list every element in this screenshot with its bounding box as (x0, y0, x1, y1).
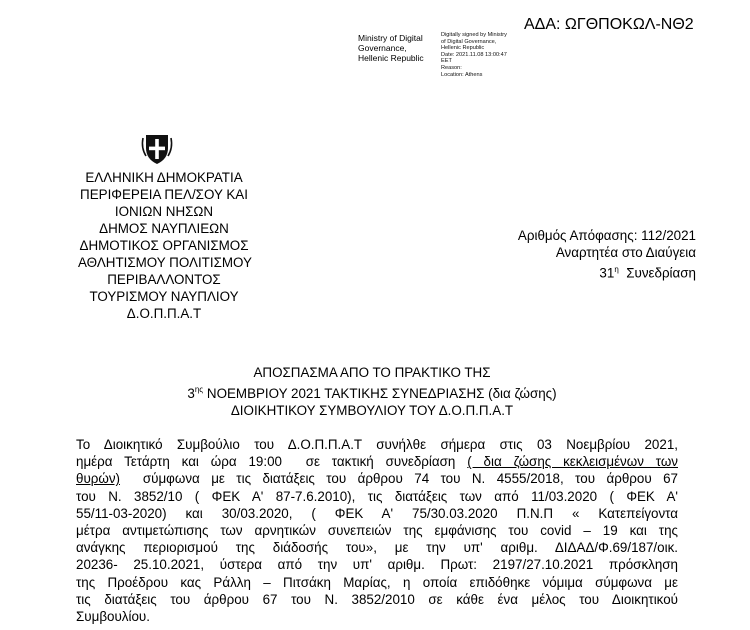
issuer-line: ΕΛΛΗΝΙΚΗ ΔΗΜΟΚΡΑΤΙΑ (85, 170, 243, 185)
ada-code: ΑΔΑ: ΩΓΘΠΟΚΩΛ-ΝΘ2 (524, 16, 694, 33)
body-line: τις διατάξεις του άρθρου 67 του Ν. 3852/2010 σε κάθε ένα μέλος του Διοικητικού (76, 591, 678, 607)
signature-detail-line: EET (441, 58, 452, 65)
issuer-line: ΠΕΡΙΦΕΡΕΙΑ ΠΕΛ/ΣΟΥ ΚΑΙ (80, 187, 248, 202)
signature-detail-line: Location: Athens (441, 71, 483, 78)
body-line: θυρών) σύμφωνα με τις διατάξεις του άρθρου 74 του Ν. 4555/2018, του άρθρου 67 (76, 471, 678, 487)
body-line: ανάγκης περιορισμού της διάδοσής του», με την υπ' αριθμ. ΔΙΔΑΔ/Φ.69/187/οικ. (76, 540, 678, 556)
signature-detail-line: Date: 2021.11.08 13:00:47 (441, 51, 507, 58)
extract-heading (92, 364, 652, 419)
signature-detail-line: Hellenic Republic (441, 45, 485, 52)
body-line: Συμβουλίου. (76, 609, 150, 625)
issuer-line: ΠΕΡΙΒΑΛΛΟΝΤΟΣ (107, 272, 221, 287)
hellenic-emblem-icon (140, 134, 174, 165)
body-line: του Ν. 3852/10 ( ΦΕΚ Α' 87-7.6.2010), τις διατάξεις των από 11/03.2020 ( ΦΕΚ Α' (76, 488, 678, 504)
signature-org-line: Hellenic Republic (358, 53, 424, 63)
issuer-block (78, 169, 250, 322)
body-line: Το Διοικητικό Συμβούλιο του Δ.Ο.Π.Π.Α.Τ συνήλθε σήμερα στις 03 Νοεμβρίου 2021, (76, 437, 678, 452)
signature-detail-line: Reason: (441, 64, 462, 71)
body-line: της Προέδρου κας Ράλλη – Πιτσάκη Μαρίας, η οποία επιδόθηκε νόμιμα σύμφωνα με (76, 574, 678, 590)
signature-org-line: Ministry of Digital (358, 33, 423, 43)
heading-line: $3^{\eta\varsigma}$ ΝΟΕΜΒΡΙΟΥ 2021 ΤΑΚΤΙΚΗΣ ΣΥΝΕΔΡΙΑΣΗΣ (δια ζώσης) (187, 385, 557, 401)
issuer-line: ΔΗΜΟΣ ΝΑΥΠΛΙΕΩΝ (99, 221, 229, 236)
issuer-line: ΑΘΛΗΤΙΣΜΟΥ ΠΟΛΙΤΙΣΜΟΥ (78, 255, 252, 270)
issuer-line: Δ.Ο.Π.Π.Α.Τ (126, 306, 202, 321)
body-line: 20236- 25.10.2021, ύστερα από την υπ' αριθμ. Πρωτ: 2197/27.10.2021 πρόσκληση (76, 557, 678, 573)
signature-organization (358, 33, 424, 63)
publish-note: Αναρτητέα στο Διαύγεια (555, 245, 696, 260)
heading-line: ΑΠΟΣΠΑΣΜΑ ΑΠΟ ΤΟ ΠΡΑΚΤΙΚΟ ΤΗΣ (253, 365, 491, 380)
body-line: 55/11-03-2020) και 30/03.2020, ( ΦΕΚ Α' 75/30.03.2020 Π.Ν.Π « Κατεπείγοντα (76, 505, 678, 521)
session-number: $31^\eta$ Συνεδρίαση (599, 265, 696, 281)
signature-detail-line: Digitally signed by Ministry (441, 32, 507, 38)
body-line: ημέρα Τετάρτη και ώρα 19:00 σε τακτική συνεδρίαση ( δια ζώσης κεκλεισμένων των (76, 454, 678, 470)
body-line: μέτρα αντιμετώπισης των αρνητικών συνεπειών της εμφάνισης του covid – 19 και της (76, 523, 678, 539)
issuer-line: ΤΟΥΡΙΣΜΟΥ ΝΑΥΠΛΙΟΥ (89, 289, 239, 304)
issuer-line: ΙΟΝΙΩΝ ΝΗΣΩΝ (114, 204, 214, 219)
decision-info (440, 227, 696, 281)
signature-detail-line: of Digital Governance, (441, 38, 497, 45)
decision-number: Αριθμός Απόφασης: 112/2021 (517, 228, 696, 243)
issuer-line: ΔΗΜΟΤΙΚΟΣ ΟΡΓΑΝΙΣΜΟΣ (79, 238, 249, 253)
heading-line: ΔΙΟΙΚΗΤΙΚΟΥ ΣΥΜΒΟΥΛΙΟΥ ΤΟΥ Δ.Ο.Π.Π.Α.Τ (230, 403, 514, 418)
signature-org-line: Governance, (358, 43, 407, 53)
body-paragraph (76, 436, 678, 625)
signature-details (441, 32, 507, 78)
